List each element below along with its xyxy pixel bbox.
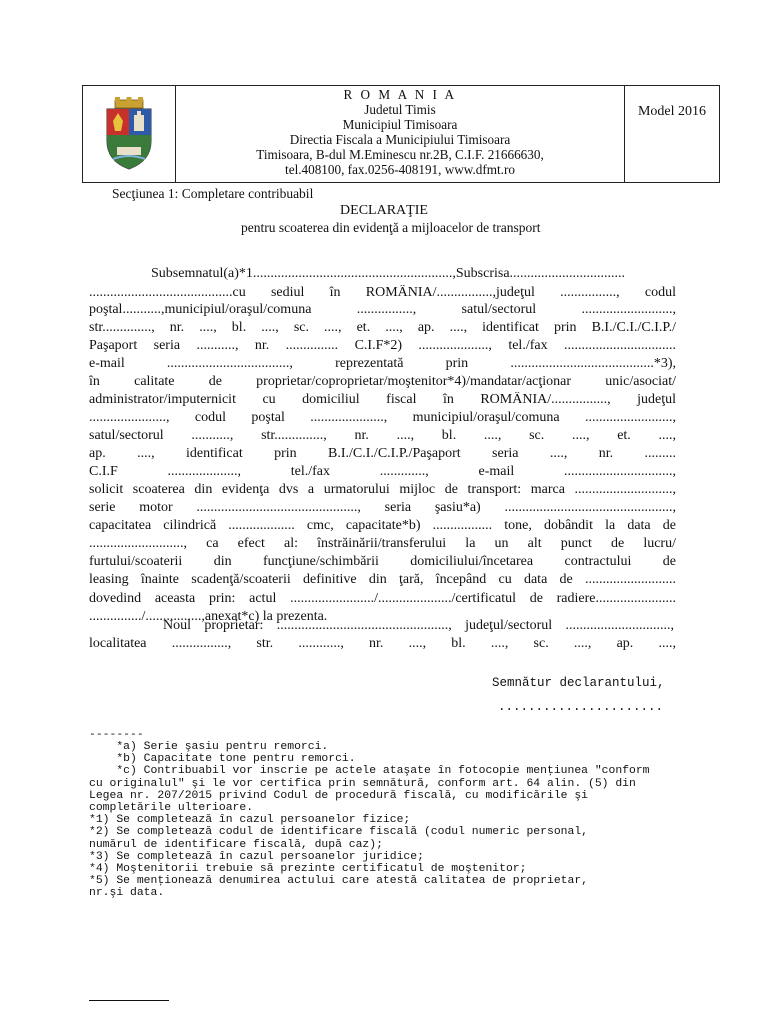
department-name: Directia Fiscala a Municipiului Timisoara bbox=[289, 132, 511, 147]
section-heading: Secţiunea 1: Completare contribuabil bbox=[112, 186, 314, 201]
country-name: R O M A N I A bbox=[343, 87, 457, 102]
institution-info bbox=[176, 86, 625, 182]
institution-contact: tel.408100, fax.0256-408191, www.dfmt.ro bbox=[285, 162, 515, 177]
body-line: dovedind aceasta prin: actul ......................../...................../certificatul de radiere....................... bbox=[89, 591, 676, 606]
signature-label: Semnătur declarantului, bbox=[492, 676, 665, 690]
body-line: Paşaport seria ..........., nr. ............... C.I.F*2) ...................., tel./fax ................................ bbox=[89, 338, 676, 353]
county-name: Judetul Timis bbox=[364, 102, 436, 117]
bottom-rule bbox=[89, 1000, 169, 1001]
footnote-line: *3) Se completează în cazul persoanelor juridice; bbox=[89, 850, 424, 863]
footnote-line: *1) Se completează în cazul persoanelor fizice; bbox=[89, 814, 411, 827]
body-line: ......................, codul poştal ....................., municipiul/oraşul/comuna ........................., bbox=[89, 410, 676, 425]
footnote-line: *4) Moştenitorii trebuie să prezinte certificatul de moştenitor; bbox=[89, 863, 527, 875]
body-line: Subsemnatul(a)*1.........................................................,Subscrisa................................. bbox=[151, 266, 626, 281]
body-line: satul/sectorul ..........., str.............., nr. ...., bl. ...., sc. ...., et. ...., bbox=[89, 428, 676, 443]
body-line: e-mail ..................................., reprezentată prin .........................................*3), bbox=[89, 356, 676, 371]
footnote-line: Legea nr. 207/2015 privind Codul de procedură fiscală, cu modificările şi bbox=[89, 789, 588, 802]
body-line: str.............., nr. ...., bl. ...., sc. ...., et. ...., ap. ...., identificat prin B.I./C.I./C.I.P./ bbox=[89, 320, 676, 335]
document-subtitle: pentru scoaterea din evidenţă a mijloacelor de transport bbox=[241, 220, 541, 235]
logo-cell bbox=[83, 86, 176, 182]
header-table bbox=[82, 85, 720, 183]
body-line: serie motor .............................................., seria şasiu*a) ................................................, bbox=[89, 500, 676, 515]
footnote-line: *c) Contribuabil vor inscrie pe actele ataşate în fotocopie menţiunea "conform bbox=[89, 765, 650, 778]
new-owner-line: localitatea ................, str. ............, nr. ...., bl. ...., sc. ...., ap. ...., bbox=[89, 636, 676, 651]
body-line: capacitatea cilindrică ................... cmc, capacitate*b) ................. tone, dobândit la data de bbox=[89, 518, 676, 533]
footnote-line: numărul de identificare fiscală, după caz); bbox=[89, 838, 383, 851]
body-line: administrator/imputernicit cu domiciliul fiscal în ROMÂNIA/................, judeţul bbox=[89, 392, 676, 407]
footnote-line: cu originalul" şi le vor certifica prin semnătură, conform art. 64 alin. (5) din bbox=[89, 777, 636, 790]
document-title: DECLARAŢIE bbox=[340, 203, 428, 218]
coat-of-arms-icon bbox=[103, 97, 155, 171]
institution-address: Timisoara, B-dul M.Eminescu nr.2B, C.I.F. 21666630, bbox=[256, 147, 544, 162]
new-owner-line: Noul proprietar: ................................................., judeţul/sectorul .............................., bbox=[163, 618, 674, 633]
body-line: leasing înainte scadenţă/scoaterii definitive din ţară, începând cu data de .......................... bbox=[89, 572, 676, 587]
body-line: .............../................,anexat*c) la prezenta. bbox=[89, 609, 328, 624]
footnote-line: nr.şi data. bbox=[89, 887, 165, 900]
footnote-line: *5) Se menţionează denumirea actului care atestă calitatea de proprietar, bbox=[89, 875, 588, 888]
footnote-line: *a) Serie şasiu pentru remorci. bbox=[89, 741, 329, 753]
body-line: furtului/scoaterii din funcţiune/schimbării domiciliului/încetarea contractului de bbox=[89, 554, 676, 569]
footnote-rule: -------- bbox=[89, 729, 144, 741]
body-line: ..........................., ca efect al: înstrăinării/transferului la un alt punct de lucru/ bbox=[89, 536, 676, 551]
footnote-line: *b) Capacitate tone pentru remorci. bbox=[89, 753, 356, 766]
body-line: ap. ...., identificat prin B.I./C.I./C.I.P./Paşaport seria ...., nr. ......... bbox=[89, 446, 676, 461]
signature-dots: ...................... bbox=[498, 700, 664, 714]
body-line: poştal...........,municipiul/oraşul/comuna ................, satul/sectorul .........................., bbox=[89, 302, 676, 317]
model-label: Model 2016 bbox=[637, 104, 707, 119]
footnote-line: completările ulterioare. bbox=[89, 802, 254, 814]
body-line: solicit scoaterea din evidenţa dvs a urmatorului mijloc de transport: marca ............................, bbox=[89, 482, 676, 497]
footnote-line: *2) Se completează codul de identificare fiscală (codul numeric personal, bbox=[89, 826, 588, 839]
body-line: .........................................cu sediul în ROMÂNIA/................,judeţul ................, codul bbox=[89, 285, 676, 300]
municipality-name: Municipiul Timisoara bbox=[342, 117, 458, 132]
body-line: C.I.F ...................., tel./fax ............., e-mail ..............................., bbox=[89, 464, 676, 479]
body-line: în calitate de proprietar/coproprietar/moştenitor*4)/mandatar/acţionar unic/asociat/ bbox=[89, 374, 676, 389]
